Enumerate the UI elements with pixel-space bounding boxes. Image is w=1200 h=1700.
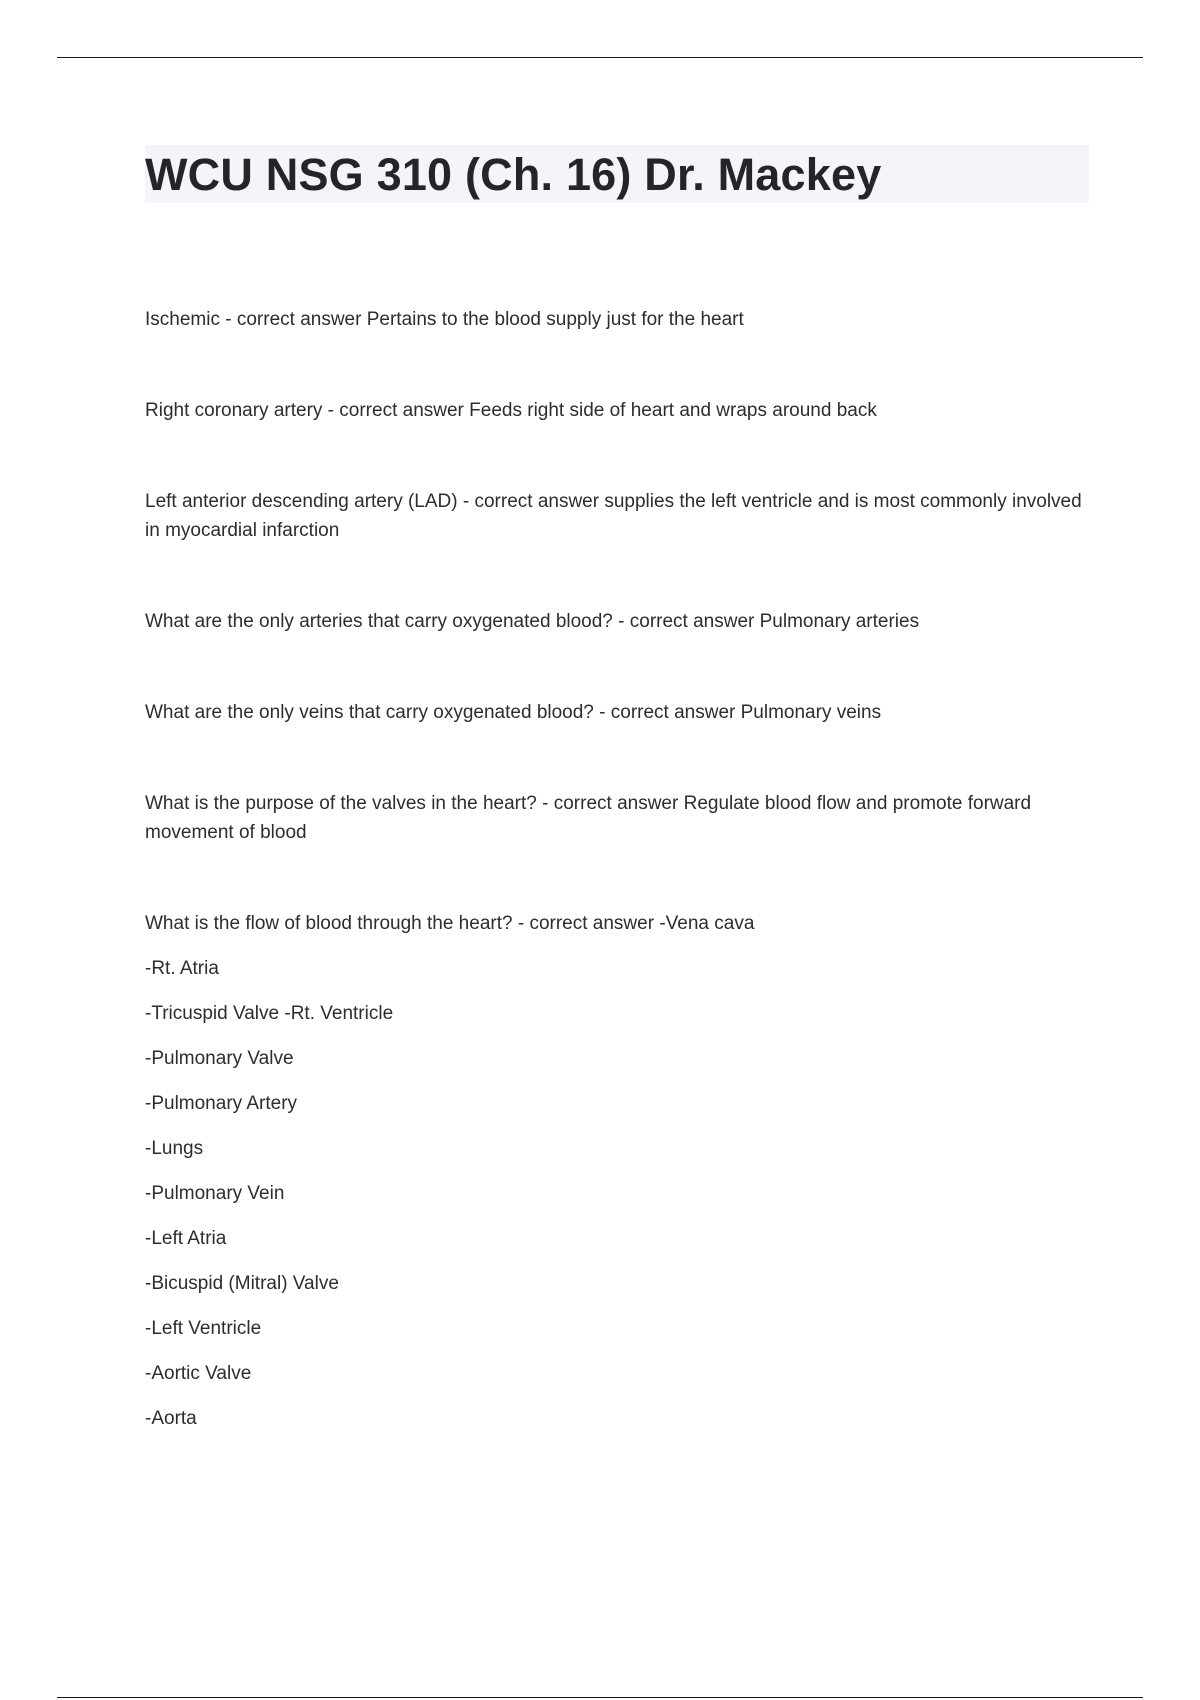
page-title: WCU NSG 310 (Ch. 16) Dr. Mackey	[145, 148, 882, 200]
qa-entry-veins-oxygenated: What are the only veins that carry oxygenated blood? - correct answer Pulmonary veins	[145, 702, 882, 723]
bottom-rule	[57, 1697, 1143, 1698]
flow-step: -Pulmonary Vein	[145, 1183, 285, 1204]
top-rule	[57, 57, 1143, 58]
qa-entry-ischemic: Ischemic - correct answer Pertains to the blood supply just for the heart	[145, 309, 744, 330]
qa-entry-valves-purpose: What is the purpose of the valves in the heart? - correct answer Regulate blood flow and promote forward movement of blood	[145, 793, 1032, 843]
flow-step: -Lungs	[145, 1138, 204, 1159]
qa-entry-blood-flow: What is the flow of blood through the heart? - correct answer -Vena cava	[145, 913, 755, 934]
flow-step: -Left Ventricle	[145, 1318, 262, 1339]
qa-entry-right-coronary-artery: Right coronary artery - correct answer Feeds right side of heart and wraps around back	[145, 400, 877, 421]
qa-entry-arteries-oxygenated: What are the only arteries that carry oxygenated blood? - correct answer Pulmonary arteries	[145, 611, 920, 632]
flow-step: -Bicuspid (Mitral) Valve	[145, 1273, 339, 1294]
flow-step: -Pulmonary Valve	[145, 1048, 294, 1069]
flow-step: -Left Atria	[145, 1228, 227, 1249]
flow-step: -Aortic Valve	[145, 1363, 252, 1384]
title-band	[145, 145, 1089, 203]
flow-step: -Pulmonary Artery	[145, 1093, 298, 1114]
document-body	[145, 145, 1089, 1449]
blood-flow-steps	[145, 954, 1089, 1433]
qa-entry-lad: Left anterior descending artery (LAD) - correct answer supplies the left ventricle and is most commonly involved in myocardial infarction	[145, 491, 1082, 541]
qa-list	[145, 305, 1089, 1433]
flow-step: -Tricuspid Valve -Rt. Ventricle	[145, 1003, 394, 1024]
flow-step: -Rt. Atria	[145, 958, 219, 979]
flow-step: -Aorta	[145, 1408, 197, 1429]
